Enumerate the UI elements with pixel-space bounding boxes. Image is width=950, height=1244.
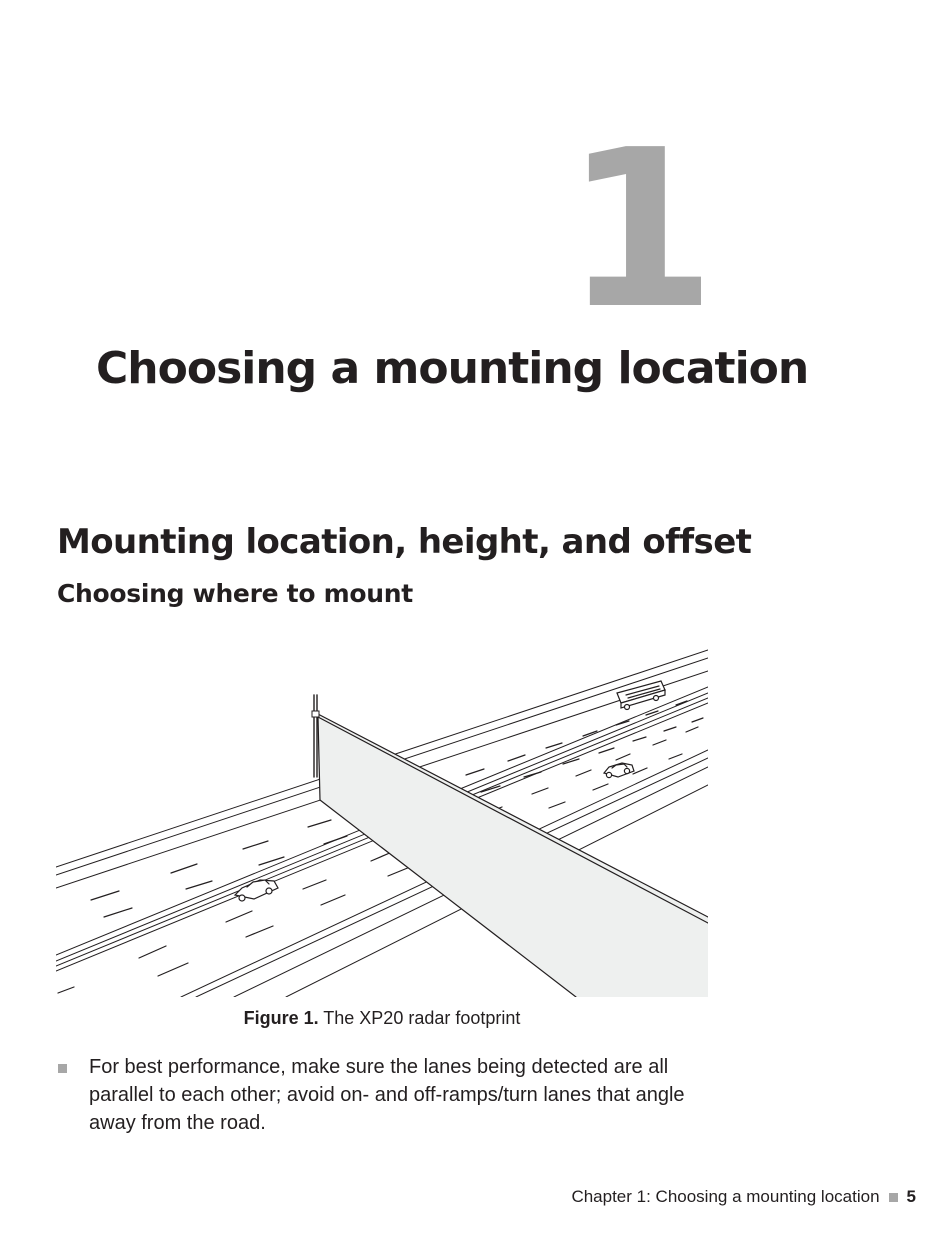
subsection-title: Choosing where to mount [57,579,413,608]
page-number: 5 [906,1187,916,1206]
figure-label: Figure 1. [243,1008,319,1028]
footer-chapter-ref: Chapter 1: Choosing a mounting location [571,1187,880,1206]
car-right [604,763,634,778]
figure-caption-text: The XP20 radar footprint [323,1008,521,1028]
car-left [235,880,278,901]
chapter-title: Choosing a mounting location [96,343,809,394]
list-item [56,1053,716,1137]
bullet-square-icon [58,1064,67,1073]
page-footer [571,1184,916,1210]
bus [617,681,665,710]
bullet-list [56,1053,716,1137]
footer-square-icon [889,1193,898,1202]
chapter-number: 1 [564,104,710,357]
bullet-text: For best performance, make sure the lanes being detected are all parallel to each other; avoid on- and off-ramps/turn lanes that angle away from the road. [89,1056,685,1134]
section-title: Mounting location, height, and offset [57,522,752,562]
radar-beam [316,713,708,997]
radar-footprint-figure [56,645,708,997]
figure-caption [56,1005,708,1031]
radar-footprint-illustration [56,645,708,997]
